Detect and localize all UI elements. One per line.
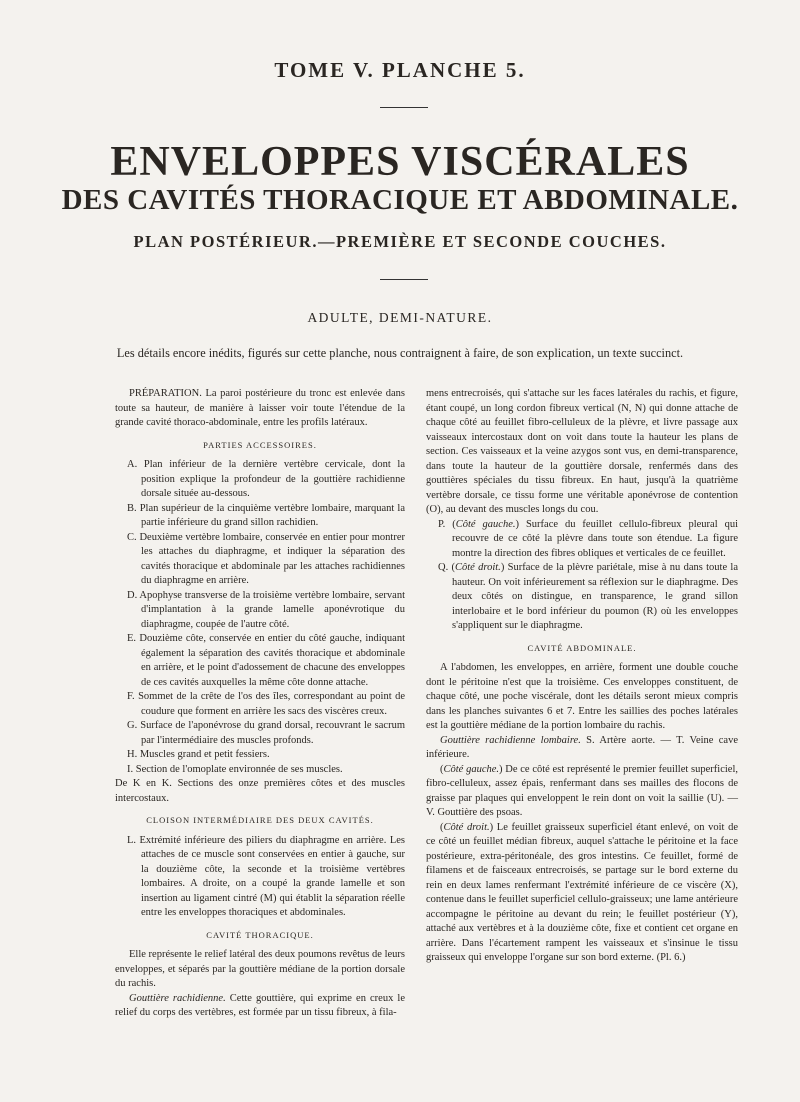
- item-p-text: ) Surface du feuillet cellulo-fibreux pleural qui recouvre de ce côté la plèvre dans toute son étendue. La figure montre la direction des fibres obliques et verticales de ce feuillet.: [452, 518, 738, 559]
- lumbar-gutter-text: S. Artère aorte. — T. Veine cave inférieure.: [426, 734, 739, 760]
- title-line-2: DES CAVITÉS THORACIQUE ET ABDOMINALE.: [61, 184, 739, 216]
- gutter-label: Gouttière rachidienne.: [129, 992, 226, 1004]
- continuation-paragraph: mens entrecroisés, qui s'attache sur les faces latérales du rachis, et figure, étant coupé, un long cordon fibreux vertical (N, N) qui donne attache de chaque côté au feuillet fibro-celluleux de la plèvre, et livre passage aux vaisseaux intercostaux dont on voit dans toute la hauteur les plans de section. Ces vaisseaux et la veine azygos sont vus, en demi-transparence, dans toute la hauteur de la gouttière dorsale, renfermés dans des gouttières spéciales du tissu fibreux. En haut, jusqu'à la quatrième vertèbre dorsale, ce tissu forme une véritable aponévrose de contention (O), au devant des muscles longs du cou.: [426, 388, 738, 515]
- item-p-label: P. (: [438, 518, 456, 530]
- gutter-text: Cette gouttière, qui exprime en creux le relief du corps des vertèbres, est formée par un tissu fibreux, à fila-: [115, 992, 405, 1018]
- legend-item: G. Surface de l'aponévrose du grand dorsal, recouvrant le sacrum par l'intermédiaire des muscles profonds.: [127, 720, 405, 746]
- legend-item: D. Apophyse transverse de la troisième vertèbre lombaire, servant d'implantation à la grande lamelle aponévrotique du diaphragme, coupée de l'autre côté.: [127, 589, 405, 630]
- legend-item: C. Deuxième vertèbre lombaire, conservée en entier pour montrer les attaches du diaphragme, et indiquer la séparation des cavités thoracique et abdominale par les attaches rachidiennes du diaphragme en arrière.: [127, 531, 405, 586]
- left-side-paragraph: [426, 763, 738, 821]
- right-side-text: ) Le feuillet graisseux superficiel étant enlevé, on voit de ce côté un feuillet médian fibreux, auquel s'attache le péritoine et la face postérieure, extra-péritonéale, des gros intestins. Ce feuillet, formé de filamens et de faisceaux entrecroisés, se partage sur le bord externe du rein en deux lames renfermant l'extrémité inférieure de ce viscère (X), contenue dans le feuillet superficiel cellulo-graisseux; une lame antérieure accompagne le péritoine au devant du rein; le feuillet postérieur (Y), attaché aux vertèbres et à la douzième côte, fixe et contient cet organe en arrière. Dans l'écartement rampent les vaisseaux et s'insinue le tissu graisseux qui enveloppe l'organe sur son bord externe. (Pl. 6.): [426, 821, 738, 963]
- item-q-side: Côté droit.: [455, 562, 501, 573]
- section-heading-thoracic: CAVITÉ THORACIQUE.: [206, 929, 314, 940]
- legend-item: E. Douzième côte, conservée en entier du côté gauche, indiquant également la séparation des cavités thoracique et abdominale en arrière, et le point d'adossement de chacune des enveloppes de ces cavités auxquelles la même côte donne attache.: [127, 633, 405, 688]
- scale-note: ADULTE, DEMI-NATURE.: [307, 310, 493, 325]
- title-line-1: ENVELOPPES VISCÉRALES: [110, 139, 690, 185]
- item-q-text: ) Surface de la plèvre pariétale, mise à nu dans toute la hauteur. On voit inférieurement sa réflexion sur le diaphragme. Des deux côtés on distingue, en transparence, le grand sillon interlobaire et le bord inférieur du poumon (R) où les enveloppes s'appliquent sur le diaphragme.: [452, 562, 738, 631]
- lumbar-gutter-paragraph: [426, 734, 738, 763]
- legend-item-k: De K en K. Sections des onze premières côtes et des muscles intercostaux.: [115, 778, 405, 804]
- divider: [380, 107, 428, 108]
- plate-number: TOME V. PLANCHE 5.: [274, 58, 526, 82]
- right-side-paragraph: [426, 821, 738, 966]
- intro-text: Les détails encore inédits, figurés sur cette planche, nous contraignent à faire, de son explication, un texte succinct.: [116, 346, 684, 360]
- legend-item: B. Plan supérieur de la cinquième vertèbre lombaire, marquant la partie inférieure du grand sillon rachidien.: [127, 502, 405, 528]
- legend-item: A. Plan inférieur de la dernière vertèbre cervicale, dont la position explique la profondeur de la gouttière rachidienne dorsale située au-dessous.: [127, 459, 405, 499]
- thoracic-paragraph: Elle représente le relief latéral des deux poumons revêtus de leurs enveloppes, et séparés par la gouttière médiane de la portion dorsale du rachis.: [115, 949, 405, 989]
- section-heading-accessory: PARTIES ACCESSOIRES.: [203, 439, 317, 450]
- left-column: [115, 387, 405, 1021]
- preparation-label: PRÉPARATION.: [129, 388, 202, 399]
- abdominal-paragraph: A l'abdomen, les enveloppes, en arrière, forment une double couche dont le péritoine n'est que la troisième. Ces enveloppes constituent, de chaque côté, une poche viscérale, dont les détails seront mieux compris dans les planches suivantes 6 et 7. Entre les saillies des poches latérales est la gouttière médiane de la portion lombaire du rachis.: [426, 662, 738, 731]
- item-p-side: Côté gauche.: [455, 518, 516, 530]
- section-heading-partition: CLOISON INTERMÉDIAIRE DES DEUX CAVITÉS.: [146, 815, 374, 825]
- right-side-open: (: [440, 821, 444, 833]
- legend-item: H. Muscles grand et petit fessiers.: [127, 749, 270, 760]
- legend-item-q: [426, 561, 738, 634]
- gutter-paragraph: [115, 992, 405, 1021]
- left-side-label: Côté gauche.: [443, 763, 500, 775]
- divider: [380, 279, 428, 280]
- left-side-text: ) De ce côté est représenté le premier feuillet superficiel, fibro-celluleux, assez épais, renfermant dans ses mailles des flocons de graisse par plaques qui enveloppent le rein dont on voit la saillie (U). — V. Gouttière des psoas.: [426, 763, 738, 818]
- left-side-open: (: [440, 763, 444, 775]
- legend-item-p: [426, 518, 738, 562]
- subtitle: PLAN POSTÉRIEUR.—PREMIÈRE ET SECONDE COUCHES.: [133, 232, 667, 251]
- section-heading-abdominal: CAVITÉ ABDOMINALE.: [527, 642, 637, 653]
- legend-item-l: L. Extrémité inférieure des piliers du diaphragme en arrière. Les attaches de ce muscle sont conservées en entier à gauche, sur la douzième côte, la seconde et la troisième vertèbres lombaires. A droite, on a coupé la grande lamelle et son insertion au ligament cintré (M) qui établit la séparation réelle entre les enveloppes thoraciques et abdominales.: [127, 834, 405, 918]
- right-column: [426, 387, 738, 966]
- preparation-text: La paroi postérieure du tronc est enlevée dans toute sa hauteur, de manière à laisser voir toute l'étendue de la grande cavité thoraco-abdominale, entre les profils latéraux.: [115, 388, 405, 428]
- legend-item: I. Section de l'omoplate environnée de ses muscles.: [127, 763, 343, 775]
- right-side-label: Côté droit.: [443, 821, 490, 833]
- legend-item: F. Sommet de la crête de l'os des îles, correspondant au point de coudure que forment en arrière les sacs des viscères creux.: [127, 691, 405, 717]
- item-q-label: Q. (: [438, 562, 456, 573]
- preparation-paragraph: [115, 387, 405, 431]
- lumbar-gutter-label: Gouttière rachidienne lombaire.: [440, 734, 581, 746]
